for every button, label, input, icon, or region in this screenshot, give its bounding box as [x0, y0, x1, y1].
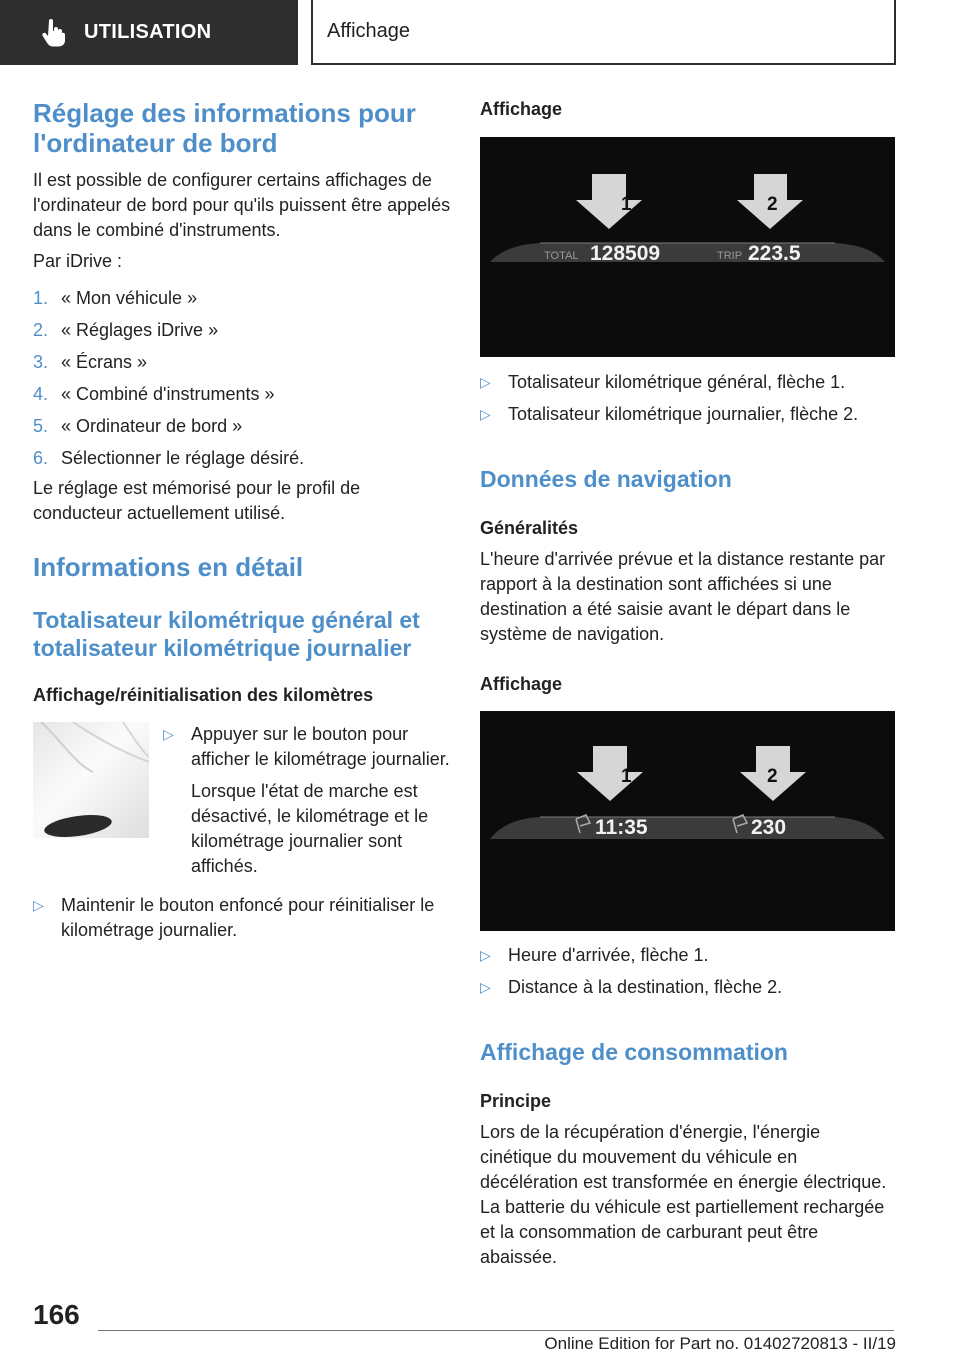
- page-number: 166: [33, 1299, 80, 1330]
- total-label: TOTAL: [544, 250, 579, 262]
- steps-list: [33, 286, 451, 471]
- list-item: 6. Sélectionner le réglage désiré.: [33, 448, 305, 468]
- arrival-time-value: 11:35: [595, 816, 648, 839]
- reset-bullets: [163, 722, 451, 879]
- edition-note: Online Edition for Part no. 01402720813 - II/19: [544, 1334, 896, 1353]
- section-heading-info: Informations en détail: [33, 552, 304, 582]
- display-label: Affichage: [480, 674, 563, 694]
- footer-divider: [98, 1330, 894, 1331]
- arrow-number-2: 2: [767, 194, 778, 215]
- page-title: Affichage: [311, 0, 896, 65]
- reset-note: Lorsque l'état de marche est désactivé, le kilométrage et le kilométrage journalier sont affichés.: [191, 781, 429, 876]
- navigation-display-image: [480, 711, 895, 931]
- consumption-paragraph: Lors de la récupération d'énergie, l'énergie cinétique du mouvement du véhicule en décélération est transformée en énergie électrique. La batterie du véhicule est partiellement rechargée et la consommation de carburant peut être abaissée.: [480, 1122, 887, 1267]
- odometer-button-image: [33, 722, 149, 838]
- trip-value: 223.5: [748, 242, 801, 265]
- memo-paragraph: Le réglage est mémorisé pour le profil de conducteur actuellement utilisé.: [33, 478, 361, 523]
- arrow-number-1: 1: [621, 766, 632, 787]
- reset-block: [33, 722, 451, 879]
- list-item: ▷ Heure d'arrivée, flèche 1.: [480, 943, 896, 968]
- hand-pointer-icon: [38, 18, 68, 48]
- odometer-display-image: [480, 137, 895, 357]
- nav-bullets: [480, 943, 896, 1000]
- triangle-bullet-icon: ▷: [33, 897, 44, 913]
- triangle-bullet-icon: ▷: [480, 947, 491, 963]
- arrow-number-1: 1: [621, 194, 632, 215]
- arrow-number-2: 2: [767, 766, 778, 787]
- triangle-bullet-icon: ▷: [163, 726, 174, 742]
- right-column: [480, 98, 896, 1270]
- list-item: ▷ Totalisateur kilométrique général, flèche 1.: [480, 370, 896, 395]
- triangle-bullet-icon: ▷: [480, 374, 491, 390]
- subsection-heading-odometer: Totalisateur kilométrique général et totalisateur kilométrique journalier: [33, 607, 420, 661]
- list-item: 2. « Réglages iDrive »: [33, 320, 219, 340]
- list-item: 3. « Écrans »: [33, 352, 148, 372]
- subheading-principle: Principe: [480, 1091, 552, 1111]
- idrive-label: Par iDrive :: [33, 251, 123, 271]
- triangle-bullet-icon: ▷: [480, 979, 491, 995]
- arrow-down-icon: [577, 746, 643, 801]
- reset-bullets-2: [33, 893, 451, 943]
- odometer-button-icon: [33, 722, 149, 838]
- list-item: ▷ Distance à la destination, flèche 2.: [480, 975, 896, 1000]
- distance-value: 230: [751, 816, 787, 839]
- section-heading-settings: Réglage des informations pour l'ordinateur de bord: [33, 98, 416, 158]
- odo-bullets: [480, 370, 896, 427]
- subheading-reset: Affichage/réinitialisation des kilomètres: [33, 685, 374, 705]
- triangle-bullet-icon: ▷: [480, 406, 491, 422]
- arrow-down-icon: [576, 174, 642, 229]
- subheading-general: Généralités: [480, 518, 579, 538]
- list-item: ▷ Totalisateur kilométrique journalier, flèche 2.: [480, 402, 896, 427]
- section-tab: [0, 0, 298, 65]
- display-label: Affichage: [480, 99, 563, 119]
- trip-label: TRIP: [717, 250, 743, 262]
- section-heading-consumption: Affichage de consommation: [480, 1039, 788, 1065]
- intro-paragraph: Il est possible de configurer certains affichages de l'ordinateur de bord pour qu'ils puissent être appelés dans le combiné d'instruments.: [33, 170, 451, 240]
- list-item: 4. « Combiné d'instruments »: [33, 384, 275, 404]
- list-item: ▷ Appuyer sur le bouton pour afficher le kilométrage journalier. Lorsque l'état de marche est désactivé, le kilométrage et le kilométrage journalier sont affichés.: [163, 722, 451, 879]
- list-item: 5. « Ordinateur de bord »: [33, 416, 243, 436]
- section-heading-navigation: Données de navigation: [480, 466, 732, 492]
- total-value: 128509: [590, 242, 661, 265]
- section-label: UTILISATION: [84, 21, 212, 43]
- navigation-paragraph: L'heure d'arrivée prévue et la distance restante par rapport à la destination sont affichées si une destination a été saisie avant le départ dans le système de navigation.: [480, 549, 886, 644]
- list-item: ▷ Maintenir le bouton enfoncé pour réinitialiser le kilométrage journalier.: [33, 893, 451, 943]
- list-item: 1. « Mon véhicule »: [33, 288, 198, 308]
- left-column: [33, 98, 451, 943]
